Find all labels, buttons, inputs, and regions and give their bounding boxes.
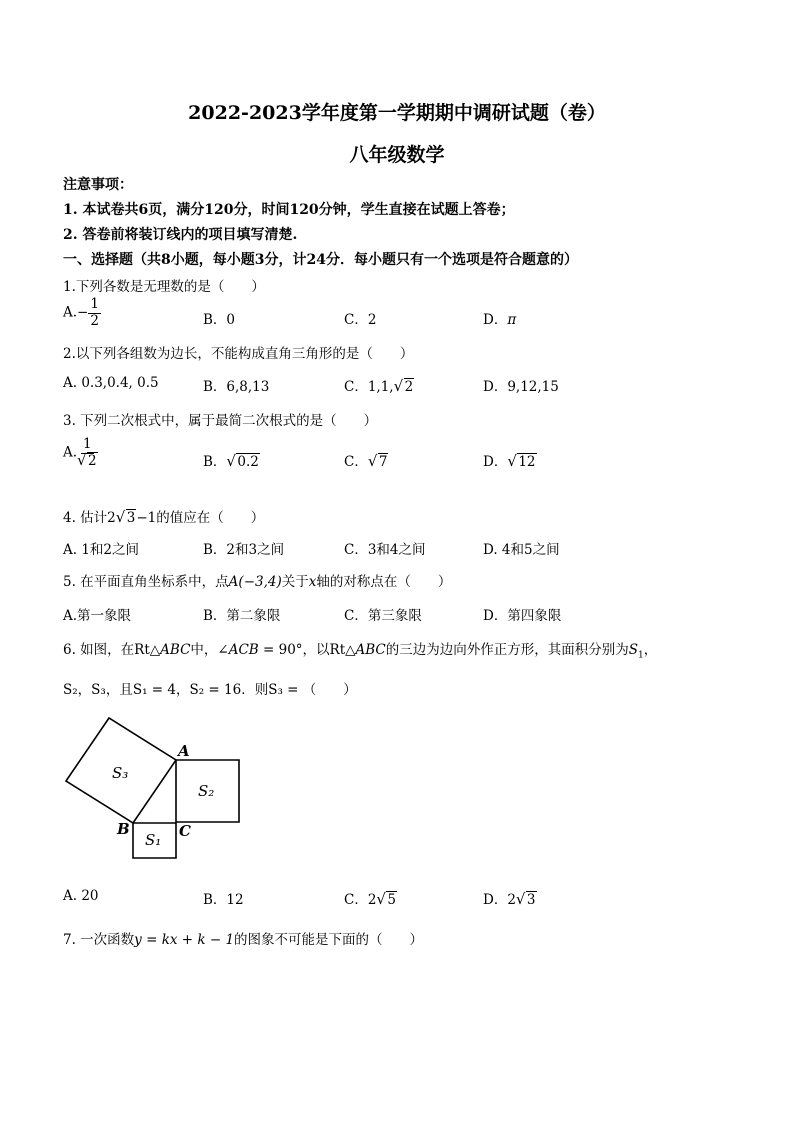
question-5-option-a: A.第一象限 bbox=[63, 608, 132, 624]
option-a-label: A. bbox=[63, 444, 78, 461]
label-s1: S₁ bbox=[145, 831, 162, 849]
stem-suffix: 的图象不可能是下面的（ ） bbox=[234, 932, 424, 948]
question-3-stem: 3. 下列二次根式中，属于最简二次根式的是（ ） bbox=[63, 413, 378, 429]
label-c: C bbox=[179, 822, 191, 840]
radicand: 2 bbox=[88, 452, 97, 469]
option-b-label: B． bbox=[203, 454, 227, 470]
fraction-numerator: 1 bbox=[83, 436, 92, 452]
fraction bbox=[77, 438, 98, 468]
option-c-label: C． bbox=[344, 454, 368, 470]
fraction-denominator: 2 bbox=[90, 312, 99, 329]
question-5-option-d: D．第四象限 bbox=[483, 608, 562, 624]
question-6-line-2: S₂，S₃，且S₁ = 4，S₂ = 16．则S₃ = （ ） bbox=[63, 682, 357, 698]
radical bbox=[117, 510, 137, 526]
comma: ， bbox=[643, 642, 658, 658]
question-4-option-a: A. 1和2之间 bbox=[63, 542, 140, 558]
notes-heading: 注意事项： bbox=[63, 177, 133, 193]
radical bbox=[395, 379, 415, 395]
question-6-option-a: A. 20 bbox=[63, 888, 99, 904]
question-2-option-d: D．9,12,15 bbox=[483, 379, 559, 395]
option-d-label: D．2 bbox=[483, 892, 516, 908]
area-subscript: 1 bbox=[638, 650, 644, 661]
question-6-line-1 bbox=[63, 638, 657, 661]
angle-name: ACB bbox=[228, 642, 259, 658]
stem-prefix: 4. 估计 bbox=[63, 510, 108, 526]
page-subtitle: 八年级数学 bbox=[349, 144, 445, 166]
label-s3: S₃ bbox=[112, 764, 129, 782]
radical bbox=[377, 892, 397, 908]
label-s2: S₂ bbox=[198, 782, 215, 800]
question-1-option-c: C．2 bbox=[344, 312, 377, 328]
option-c-label: C．1,1, bbox=[344, 379, 394, 395]
question-3-option-c bbox=[344, 450, 388, 470]
stem-middle-2: = 90°，以Rt△ bbox=[258, 642, 356, 658]
radical bbox=[369, 454, 389, 470]
radicand: 0.2 bbox=[237, 454, 259, 470]
question-4-stem bbox=[63, 506, 264, 526]
question-6-option-d bbox=[483, 888, 537, 908]
area-symbol: S bbox=[628, 642, 639, 658]
radical bbox=[227, 454, 259, 470]
question-1-option-b: B．0 bbox=[203, 312, 236, 328]
question-3-option-a bbox=[63, 438, 98, 468]
stem-suffix: 的三边为边向外作正方形，其面积分别为 bbox=[385, 642, 629, 658]
question-6-option-b: B．12 bbox=[203, 892, 244, 908]
question-4-option-d: D. 4和5之间 bbox=[483, 542, 560, 558]
function-formula: y = kx + k − 1 bbox=[134, 932, 235, 948]
question-5-stem bbox=[63, 570, 451, 590]
question-3-option-d bbox=[483, 450, 537, 470]
fraction-numerator: 1 bbox=[90, 296, 99, 312]
stem-middle: 中，∠ bbox=[190, 642, 229, 658]
notes-line-1: 1. 本试卷共6页，满分120分，时间120分钟，学生直接在试题上答卷； bbox=[63, 202, 515, 218]
option-d-label: D． bbox=[483, 454, 508, 470]
question-6-option-c bbox=[344, 888, 397, 908]
question-2-option-a: A. 0.3,0.4, 0.5 bbox=[63, 375, 159, 391]
radical bbox=[508, 454, 536, 470]
radicand: 3 bbox=[126, 510, 136, 526]
stem-prefix: 7. 一次函数 bbox=[63, 932, 135, 948]
radical bbox=[517, 892, 537, 908]
question-1-option-d bbox=[483, 308, 516, 328]
label-a: A bbox=[178, 742, 190, 760]
radicand: 7 bbox=[378, 454, 388, 470]
radicand: 12 bbox=[518, 454, 536, 470]
question-3-option-b bbox=[203, 450, 260, 470]
question-5-option-c: C．第三象限 bbox=[344, 608, 422, 624]
question-2-option-c bbox=[344, 375, 414, 395]
label-b: B bbox=[117, 820, 130, 838]
stem-middle: 关于 bbox=[281, 574, 309, 590]
option-d-label: D． bbox=[483, 312, 508, 328]
question-7-stem bbox=[63, 928, 423, 948]
section-heading: 一、选择题（共8小题，每小题3分，计24分．每小题只有一个选项是符合题意的） bbox=[63, 252, 578, 268]
option-c-label: C．2 bbox=[344, 892, 377, 908]
triangle-name: ABC bbox=[355, 642, 386, 658]
question-2-option-b: B．6,8,13 bbox=[203, 379, 270, 395]
question-1-option-a bbox=[63, 298, 101, 328]
stem-prefix: 5. 在平面直角坐标系中，点 bbox=[63, 574, 229, 590]
question-5-option-b: B．第二象限 bbox=[203, 608, 281, 624]
stem-suffix: −1的值应在（ ） bbox=[136, 510, 265, 526]
radical bbox=[78, 452, 98, 469]
question-1-stem: 1.下列各数是无理数的是（ ） bbox=[63, 279, 265, 295]
axis-symbol: x bbox=[308, 574, 317, 590]
option-a-label: A. bbox=[63, 304, 78, 321]
squares-figure bbox=[60, 712, 250, 867]
pi-symbol: π bbox=[507, 312, 517, 328]
fraction bbox=[88, 298, 101, 328]
radicand: 3 bbox=[526, 892, 536, 908]
point-label: A(−3,4) bbox=[228, 574, 282, 590]
question-2-stem: 2.以下列各组数为边长，不能构成直角三角形的是（ ） bbox=[63, 346, 414, 362]
option-a-sign: − bbox=[77, 304, 89, 321]
coefficient: 2 bbox=[107, 510, 116, 526]
notes-line-2: 2. 答卷前将装订线内的项目填写清楚. bbox=[63, 227, 298, 243]
radicand: 5 bbox=[387, 892, 397, 908]
question-4-option-c: C．3和4之间 bbox=[344, 542, 426, 558]
stem-prefix: 6. 如图，在Rt△ bbox=[63, 642, 161, 658]
question-4-option-b: B．2和3之间 bbox=[203, 542, 285, 558]
page-title: 2022-2023学年度第一学期期中调研试题（卷） bbox=[188, 102, 606, 124]
triangle-name: ABC bbox=[160, 642, 191, 658]
fraction-denominator bbox=[77, 454, 98, 469]
stem-suffix: 轴的对称点在（ ） bbox=[316, 574, 452, 590]
radicand: 2 bbox=[404, 379, 414, 395]
